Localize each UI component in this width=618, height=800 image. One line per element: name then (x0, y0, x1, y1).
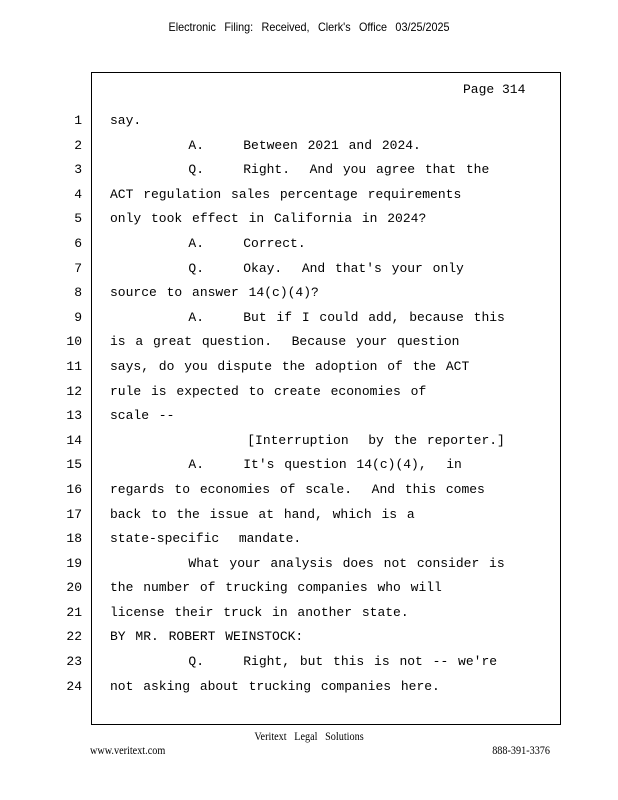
footer-phone: 888-391-3376 (492, 743, 550, 757)
transcript-line (0, 554, 618, 579)
transcript-line (0, 382, 618, 407)
line-text: says, do you dispute the adoption of the ACT (110, 358, 470, 374)
line-text: A. It's question 14(c)(4), in (110, 457, 462, 473)
transcript-line (0, 332, 618, 357)
transcript-line (0, 578, 618, 603)
line-number: 21 (66, 604, 82, 620)
line-number: 1 (74, 113, 82, 128)
line-text: A. Correct. (110, 235, 306, 251)
transcript-line (0, 185, 618, 210)
line-number: 18 (66, 531, 82, 547)
line-text: A. Between 2021 and 2024. (110, 137, 421, 153)
line-text: regards to economies of scale. And this comes (110, 481, 485, 497)
line-number: 22 (66, 629, 82, 645)
line-number: 15 (66, 457, 82, 473)
line-number: 10 (66, 334, 82, 350)
line-text: source to answer 14(c)(4)? (110, 285, 319, 301)
line-text: A. But if I could add, because this (110, 309, 505, 325)
transcript-line (0, 209, 618, 234)
line-number: 9 (74, 309, 82, 325)
line-text: BY MR. ROBERT WEINSTOCK: (110, 629, 304, 645)
line-number: 6 (74, 235, 82, 251)
transcript-line (0, 111, 618, 136)
transcript-line (0, 529, 618, 554)
transcript-line (0, 455, 618, 480)
transcript-line (0, 136, 618, 161)
transcript-line (0, 603, 618, 628)
line-number: 14 (66, 432, 82, 448)
footer-company: Veritext Legal Solutions (254, 729, 364, 743)
transcript-line (0, 357, 618, 382)
transcript-line (0, 308, 618, 333)
transcript-lines (0, 111, 618, 701)
line-text: scale -- (110, 408, 175, 424)
line-number: 7 (74, 260, 82, 276)
line-text: license their truck in another state. (110, 604, 409, 620)
line-text: What your analysis does not consider is (110, 555, 505, 571)
transcript-line (0, 406, 618, 431)
transcript-line (0, 480, 618, 505)
line-number: 24 (66, 678, 82, 694)
line-text: not asking about trucking companies here. (110, 678, 440, 694)
line-text: ACT regulation sales percentage requirements (110, 186, 462, 202)
line-text: state-specific mandate. (110, 531, 302, 547)
line-text: the number of trucking companies who will (110, 580, 442, 596)
line-number: 3 (74, 162, 82, 178)
line-number: 8 (74, 285, 82, 301)
line-number: 4 (74, 186, 82, 202)
line-number: 12 (66, 383, 82, 399)
transcript-line (0, 431, 618, 456)
line-text: only took effect in California in 2024? (110, 211, 427, 227)
line-number: 13 (66, 408, 82, 424)
transcript-line (0, 160, 618, 185)
page-number: Page 314 (463, 82, 526, 97)
transcript-line (0, 652, 618, 677)
line-text: say. (110, 113, 142, 128)
transcript-line (0, 259, 618, 284)
line-text: back to the issue at hand, which is a (110, 506, 415, 522)
line-number: 23 (66, 654, 82, 670)
transcript-line (0, 627, 618, 652)
transcript-line (0, 283, 618, 308)
transcript-line (0, 234, 618, 259)
line-number: 11 (66, 358, 82, 374)
line-text: Q. Right, but this is not -- we're (110, 654, 498, 670)
line-number: 16 (66, 481, 82, 497)
line-text: rule is expected to create economies of (110, 383, 427, 399)
line-number: 19 (66, 555, 82, 571)
line-number: 2 (74, 137, 82, 153)
transcript-line (0, 677, 618, 702)
line-text: is a great question. Because your question (110, 334, 460, 350)
transcript-line (0, 505, 618, 530)
filing-stamp: Electronic Filing: Received, Clerk's Office 03/25/2025 (168, 20, 450, 34)
line-number: 5 (74, 211, 82, 227)
line-text: Q. Right. And you agree that the (110, 162, 490, 178)
footer-website: www.veritext.com (90, 743, 166, 757)
line-text: [Interruption by the reporter.] (110, 432, 505, 448)
line-number: 20 (66, 580, 82, 596)
line-text: Q. Okay. And that's your only (110, 260, 464, 276)
line-number: 17 (66, 506, 82, 522)
